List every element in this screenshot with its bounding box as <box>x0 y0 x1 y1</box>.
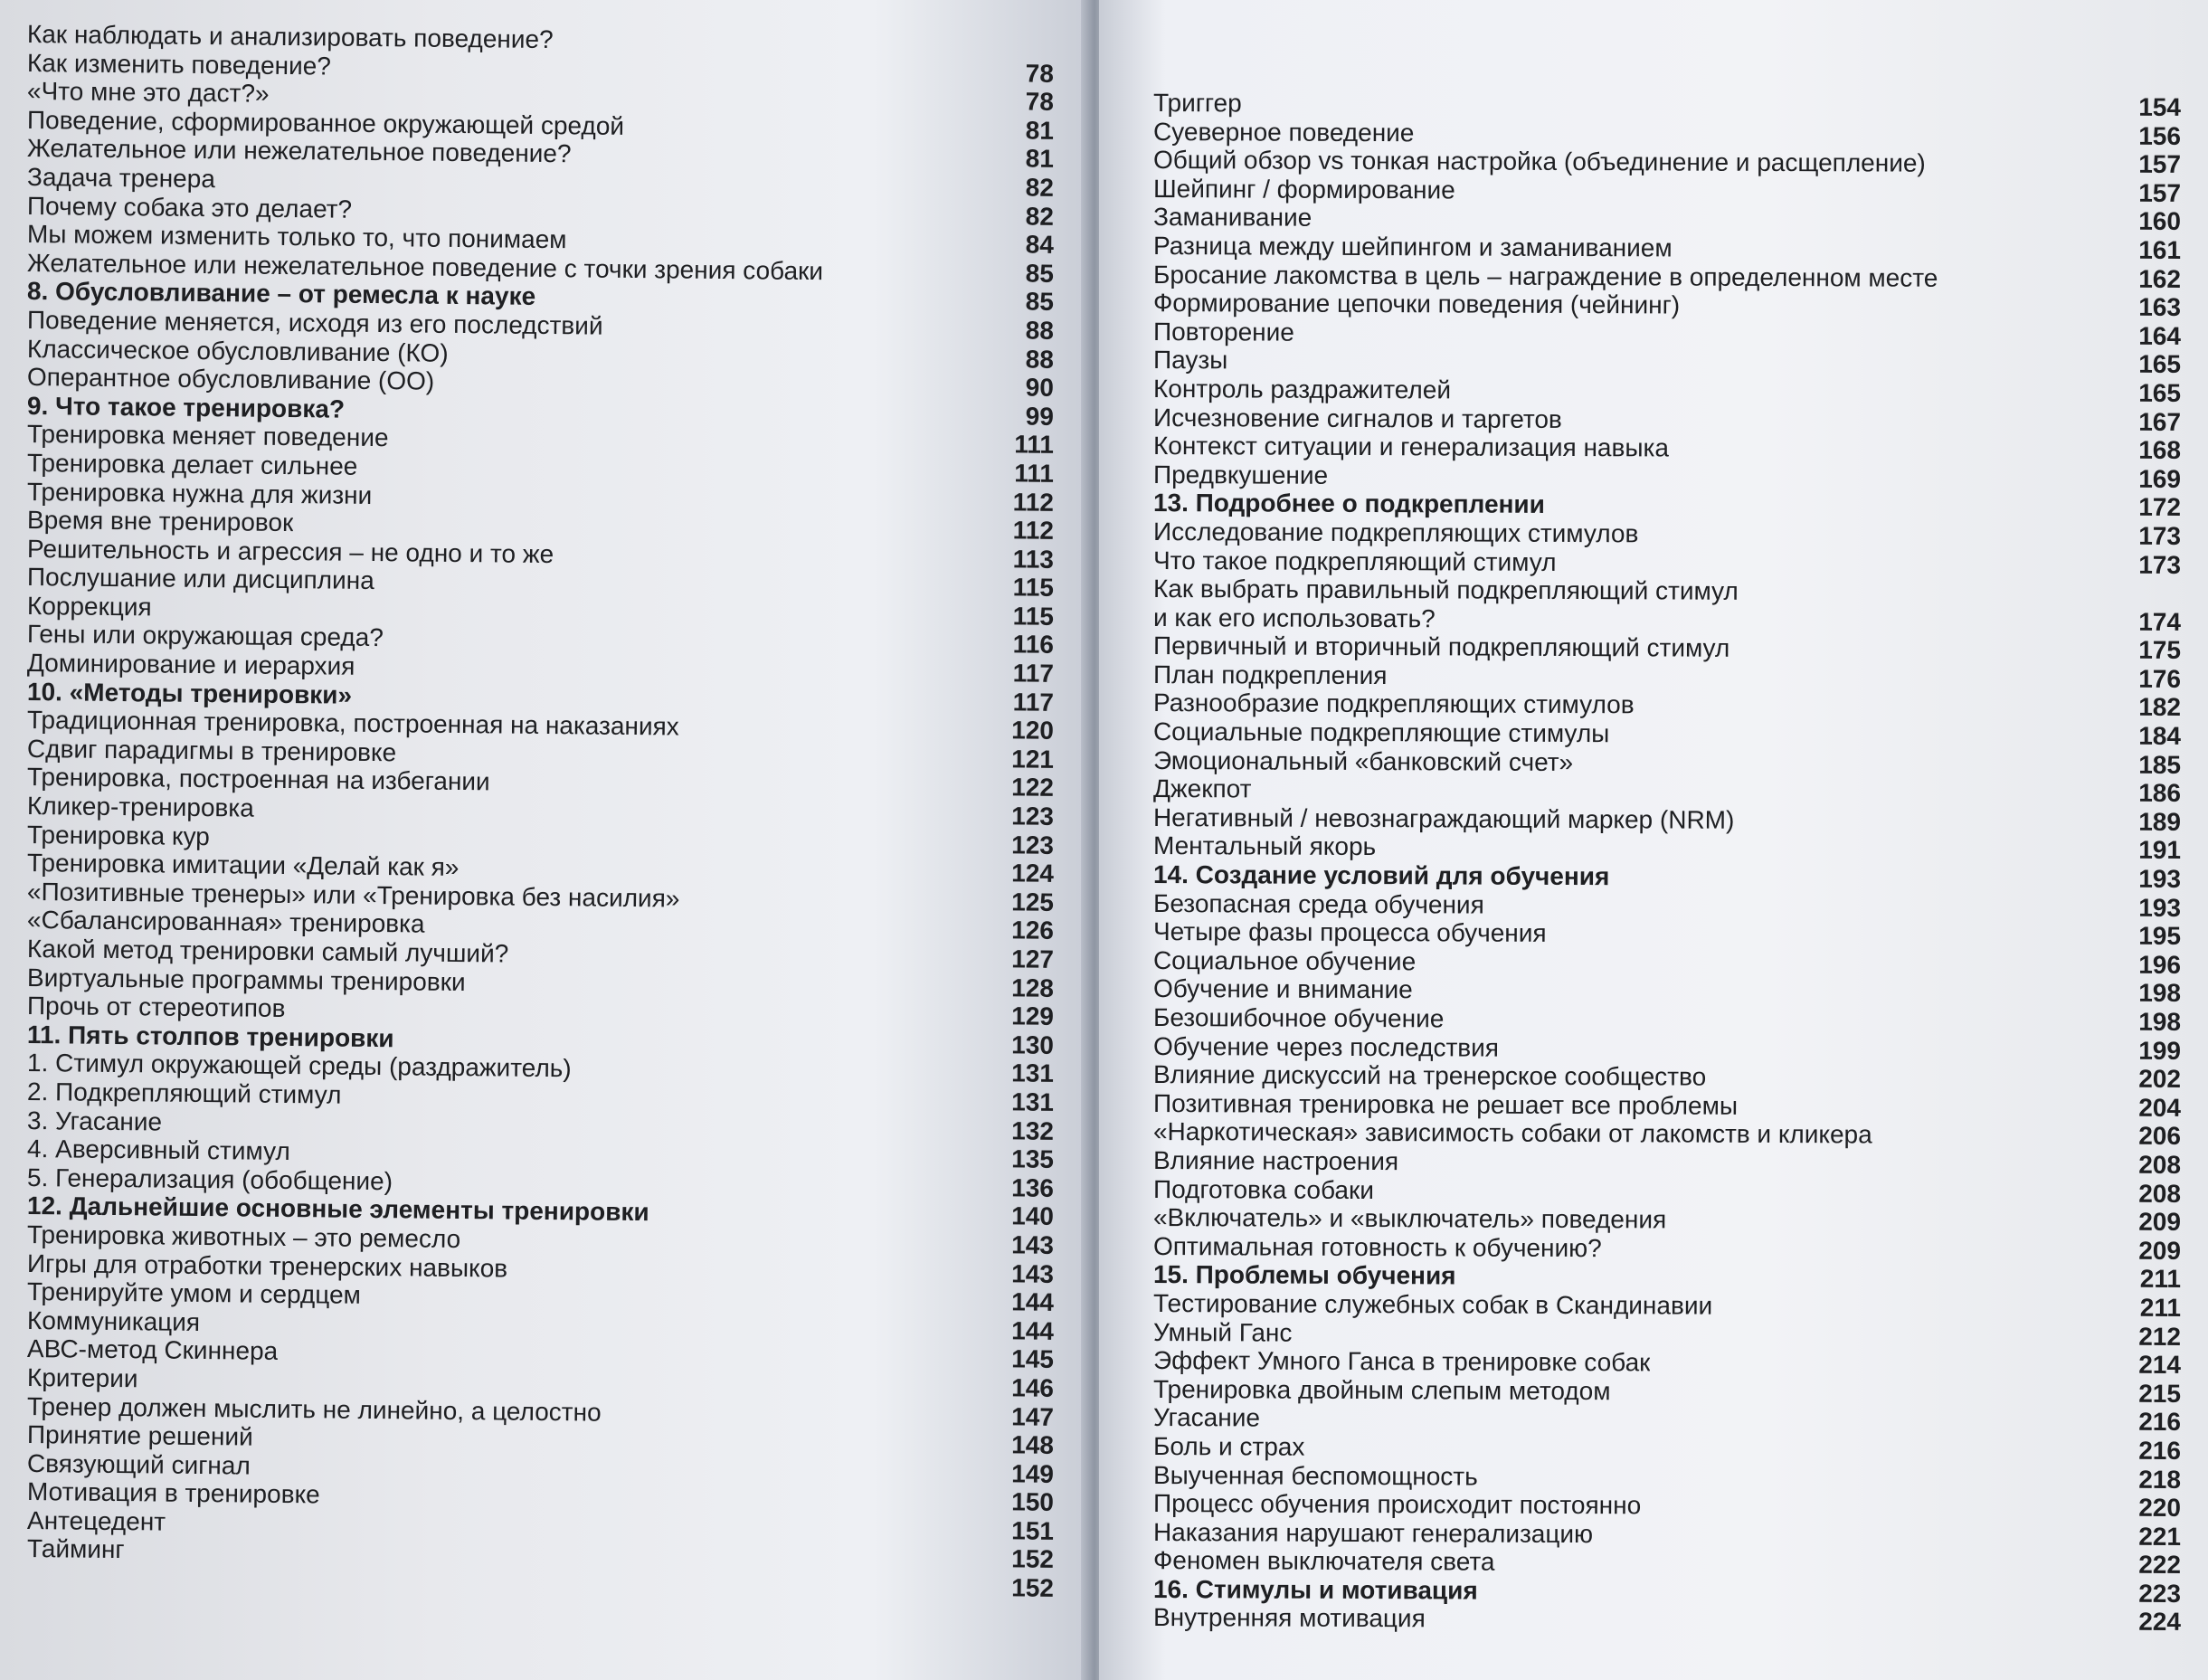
toc-entry-title: Боль и страх <box>1152 1431 1305 1461</box>
toc-page-number: 121 <box>1011 745 1055 774</box>
toc-entry-title: Бросание лакомства в цель – награждение в определенном месте <box>1152 260 1938 292</box>
toc-page-number: 198 <box>2138 1007 2182 1036</box>
toc-entry-title: Традиционная тренировка, построенная на наказаниях <box>26 706 679 741</box>
toc-entry-title: Тренировка, построенная на избегании <box>26 763 490 796</box>
toc-entry <box>1153 1432 2181 1466</box>
toc-entry-title: Гены или окружающая среда? <box>26 620 384 652</box>
toc-entry-title: Тренер должен мыслить не линейно, а целостно <box>26 1391 602 1427</box>
toc-entry-title: Обучение через последствия <box>1152 1031 1500 1062</box>
toc-entry <box>1153 261 2181 294</box>
toc-entry-title: Антецедент <box>26 1505 166 1536</box>
toc-entry <box>1153 375 2181 408</box>
toc-entry-title: Тренировка меняет поведение <box>26 420 389 452</box>
toc-entry-title: Тренировка животных – это ремесло <box>26 1220 461 1253</box>
toc-entry-title: Шейпинг / формирование <box>1152 174 1455 204</box>
toc-page-number: 195 <box>2138 921 2182 951</box>
toc-entry <box>1153 1060 2181 1094</box>
toc-page-number: 130 <box>1011 1030 1055 1059</box>
toc-entry-title: 11. Пять столпов тренировки <box>26 1020 394 1053</box>
toc-page-number: 199 <box>2138 1036 2182 1065</box>
toc-entry <box>1153 917 2181 951</box>
toc-page-number: 145 <box>1011 1344 1055 1374</box>
toc-page-number: 144 <box>1011 1287 1055 1317</box>
toc-page-number: 115 <box>1012 602 1055 631</box>
toc-entry-title: Коррекция <box>26 591 152 622</box>
toc-entry-title: Контекст ситуации и генерализация навыка <box>1152 432 1670 462</box>
toc-page-number: 186 <box>2138 779 2182 808</box>
toc-entry-title: 5. Генерализация (обобщение) <box>26 1163 393 1195</box>
toc-entry-title: Что такое подкрепляющий стимул <box>1152 546 1557 576</box>
toc-entry-title: Влияние дискуссий на тренерское сообщество <box>1152 1060 1707 1091</box>
toc-entry-title: Игры для отработки тренерских навыков <box>26 1248 508 1283</box>
toc-page-number: 131 <box>1011 1058 1055 1088</box>
toc-entry-title: 14. Создание условий для обучения <box>1152 860 1610 891</box>
toc-entry-title: Подготовка собаки <box>1152 1174 1374 1204</box>
toc-entry-title: Какой метод тренировки самый лучший? <box>26 935 509 968</box>
toc-page-number: 78 <box>1025 87 1055 117</box>
toc-page-number: 112 <box>1012 516 1055 545</box>
toc-page-number: 189 <box>2138 807 2182 836</box>
toc-entry <box>1153 889 2181 923</box>
toc-entry <box>1153 146 2181 179</box>
toc-entry-title: 13. Подробнее о подкреплении <box>1152 489 1545 519</box>
toc-page-number: 123 <box>1011 802 1055 831</box>
toc-entry-title: Процесс обучения происходит постоянно <box>1152 1489 1642 1520</box>
toc-page-number: 85 <box>1025 287 1055 317</box>
toc-entry <box>1153 517 2181 551</box>
toc-page-number: 112 <box>1012 487 1055 517</box>
toc-entry <box>1153 346 2181 379</box>
toc-page-number: 184 <box>2138 721 2182 751</box>
toc-page-number: 174 <box>2138 607 2182 636</box>
toc-entry <box>1153 688 2181 722</box>
toc-page-number: 143 <box>1011 1230 1055 1259</box>
toc-entry-title: Социальные подкрепляющие стимулы <box>1152 717 1610 748</box>
toc-entry-title: Тренировка кур <box>26 820 210 850</box>
toc-entry <box>1153 203 2181 236</box>
toc-page-number: 84 <box>1025 230 1055 260</box>
toc-page-number: 169 <box>2138 464 2182 493</box>
toc-page-number: 209 <box>2138 1236 2182 1265</box>
toc-entry <box>1153 1546 2181 1580</box>
toc-entry-title: Разница между шейпингом и заманиванием <box>1152 231 1673 262</box>
toc-entry-title: Исчезновение сигналов и таргетов <box>1152 403 1562 433</box>
toc-page-number: 111 <box>1014 430 1055 460</box>
toc-chapter-heading <box>1153 860 2181 894</box>
toc-entry <box>1153 774 2181 808</box>
toc-entry-title: Виртуальные программы тренировки <box>26 963 466 996</box>
toc-page-number: 136 <box>1011 1173 1055 1202</box>
toc-page-number: 162 <box>2138 264 2182 293</box>
toc-page-number: 223 <box>2138 1579 2182 1608</box>
toc-entry-title: 10. «Методы тренировки» <box>26 677 353 709</box>
toc-entry-title: Тренировка двойным слепым методом <box>1152 1374 1611 1405</box>
toc-page-number: 224 <box>2138 1608 2182 1637</box>
toc-page-number: 116 <box>1012 630 1055 660</box>
toc-page-number: 143 <box>1011 1258 1055 1288</box>
toc-page-number: 146 <box>1011 1373 1055 1402</box>
toc-entry-title: Обучение и внимание <box>1152 974 1413 1004</box>
toc-page-number: 206 <box>2138 1122 2182 1151</box>
toc-entry-title: Тренировка делает сильнее <box>26 448 358 480</box>
toc-entry-title: Принятие решений <box>26 1420 253 1451</box>
toc-chapter-heading <box>1153 1260 2181 1294</box>
toc-page-number: 176 <box>2138 664 2182 693</box>
toc-entry <box>1153 289 2181 322</box>
toc-entry <box>1153 1489 2181 1523</box>
toc-page-number: 173 <box>2138 550 2182 579</box>
toc-entry-title: Предвкушение <box>1152 460 1329 489</box>
toc-entry-title: Тренировка имитации «Делай как я» <box>26 849 460 882</box>
toc-entry-title: Тренируйте умом и сердцем <box>26 1277 362 1309</box>
toc-entry-title: Суеверное поведение <box>1152 117 1415 147</box>
toc-entry-title: 12. Дальнейшие основные элементы тренировки <box>26 1191 649 1227</box>
toc-entry-title: Прочь от стереотипов <box>26 992 286 1023</box>
toc-entry <box>1153 1603 2181 1637</box>
toc-entry <box>1153 232 2181 265</box>
toc-entry <box>1153 118 2181 151</box>
toc-entry-title: Решительность и агрессия – не одно и то же <box>26 534 554 568</box>
toc-page-number: 168 <box>2138 435 2182 465</box>
toc-entry-title: Задача тренера <box>26 162 216 194</box>
toc-page-number: 82 <box>1025 173 1055 202</box>
toc-page-number: 129 <box>1011 1001 1055 1031</box>
toc-page-number: 161 <box>2138 235 2182 264</box>
toc-page-number: 165 <box>2138 378 2182 407</box>
toc-entry-title: Ментальный якорь <box>1152 831 1377 861</box>
toc-entry-title: Формирование цепочки поведения (чейнинг) <box>1152 289 1681 319</box>
toc-entry-title: Оптимальная готовность к обучению? <box>1152 1231 1602 1262</box>
toc-entry-title: Общий обзор vs тонкая настройка (объединение и расщепление) <box>1152 146 1926 177</box>
toc-entry-title: 4. Аверсивный стимул <box>26 1134 290 1166</box>
toc-entry-title: Триггер <box>1152 89 1242 118</box>
toc-entry-title: Выученная беспомощность <box>1152 1460 1478 1491</box>
toc-entry-title: Эффект Умного Ганса в тренировке собак <box>1152 1346 1651 1377</box>
toc-entry <box>1153 89 2181 122</box>
toc-entry <box>1153 974 2181 1008</box>
toc-page-number: 215 <box>2138 1379 2182 1408</box>
toc-entry <box>1153 717 2181 751</box>
toc-page-number: 220 <box>2138 1493 2182 1523</box>
toc-page-number: 88 <box>1025 316 1055 345</box>
toc-page-number: 140 <box>1011 1201 1055 1231</box>
toc-page-number: 163 <box>2138 292 2182 322</box>
toc-page-number <box>981 52 1054 53</box>
toc-page-number: 196 <box>2138 950 2182 979</box>
toc-entry-title: 2. Подкрепляющий стимул <box>26 1077 342 1109</box>
toc-page-number: 82 <box>1025 202 1055 231</box>
toc-page-number: 149 <box>1011 1459 1055 1488</box>
toc-entry-title: Доминирование и иерархия <box>26 649 355 680</box>
toc-page-number: 85 <box>1025 259 1055 288</box>
toc-entry-title: Социальное обучение <box>1152 945 1417 976</box>
toc-entry-title: Тайминг <box>26 1534 125 1564</box>
toc-page-number: 167 <box>2138 407 2182 436</box>
toc-entry-title: Как выбрать правильный подкрепляющий стимул <box>1152 574 1739 605</box>
toc-entry-title: Эмоциональный «банковский счет» <box>1152 745 1574 776</box>
toc-entry <box>1153 1289 2181 1323</box>
toc-entry <box>1153 746 2181 780</box>
toc-entry-title: Повторение <box>1152 317 1294 346</box>
toc-page-number: 218 <box>2138 1465 2182 1494</box>
toc-entry-title: Первичный и вторичный подкрепляющий стимул <box>1152 631 1730 663</box>
toc-entry-title: «Включатель» и «выключатель» поведения <box>1152 1203 1667 1234</box>
toc-entry-title: Заманивание <box>1152 203 1312 233</box>
toc-entry-title: «Что мне это даст?» <box>26 77 270 108</box>
toc-entry-title: 1. Стимул окружающей среды (раздражитель) <box>26 1049 572 1083</box>
toc-page-number: 198 <box>2138 979 2182 1008</box>
toc-entry-title: Время вне тренировок <box>26 506 294 537</box>
toc-entry <box>1153 631 2181 665</box>
toc-page-number: 115 <box>1012 573 1055 603</box>
toc-chapter-heading <box>1153 489 2181 522</box>
toc-entry-title: 16. Стимулы и мотивация <box>1152 1574 1478 1605</box>
toc-entry <box>1153 1403 2181 1437</box>
toc-page-number: 117 <box>1012 659 1055 688</box>
toc-page-number: 150 <box>1011 1487 1055 1517</box>
toc-entry-title: Исследование подкрепляющих стимулов <box>1152 517 1639 548</box>
toc-page-number: 113 <box>1012 545 1055 574</box>
toc-entry <box>1153 1203 2181 1237</box>
right-page <box>1099 0 2208 1680</box>
toc-page-number: 191 <box>2138 836 2182 865</box>
toc-entry-title: Желательное или нежелательное поведение с точки зрения собаки <box>26 248 824 285</box>
toc-page-number: 175 <box>2138 636 2182 665</box>
toc-page-number: 165 <box>2138 350 2182 379</box>
toc-entry-title: «Наркотическая» зависимость собаки от лакомств и кликера <box>1152 1117 1872 1149</box>
toc-page-number: 124 <box>1011 859 1055 888</box>
toc-entry-title: Контроль раздражителей <box>1152 374 1452 404</box>
toc-entry-title: Разнообразие подкрепляющих стимулов <box>1152 688 1635 719</box>
toc-page-number: 123 <box>1011 831 1055 859</box>
toc-entry-title: Феномен выключателя света <box>1152 1546 1495 1576</box>
toc-page-number: 128 <box>1011 973 1055 1002</box>
toc-page-number: 81 <box>1025 116 1055 145</box>
toc-entry <box>1153 432 2181 465</box>
toc-entry-title: Внутренняя мотивация <box>1152 1603 1426 1633</box>
toc-entry-title: и как его использовать? <box>1152 603 1436 633</box>
toc-page-number: 131 <box>1011 1087 1055 1116</box>
toc-entry <box>1153 403 2181 437</box>
toc-entry-title: Паузы <box>1152 346 1228 375</box>
toc-page-number: 144 <box>1011 1316 1055 1345</box>
toc-entry <box>1153 831 2181 865</box>
toc-entry-title: Безошибочное обучение <box>1152 1003 1445 1033</box>
toc-entry-title: Мы можем изменить только то, что понимаем <box>26 220 567 254</box>
toc-page-number: 182 <box>2138 693 2182 722</box>
toc-entry-title: Четыре фазы процесса обучения <box>1152 917 1547 948</box>
toc-entry-title: Критерии <box>26 1362 138 1393</box>
toc-page-number: 122 <box>1011 773 1055 802</box>
toc-entry-title: План подкрепления <box>1152 660 1388 690</box>
toc-page-number: 148 <box>1011 1430 1055 1459</box>
toc-entry-title: Мотивация в тренировке <box>26 1477 320 1509</box>
toc-page-number: 214 <box>2138 1350 2182 1380</box>
toc-page-number: 156 <box>2138 121 2182 150</box>
toc-page-number: 135 <box>1011 1144 1055 1174</box>
toc-page-number: 88 <box>1025 345 1055 374</box>
left-page <box>0 0 1090 1680</box>
toc-page-number: 152 <box>1011 1573 1055 1602</box>
toc-page-number: 154 <box>2138 92 2182 121</box>
toc-page-number: 152 <box>1011 1544 1055 1574</box>
toc-list-right <box>1152 89 2182 1637</box>
toc-page-number: 193 <box>2138 893 2182 922</box>
toc-page-number: 78 <box>1025 59 1055 88</box>
toc-page-number: 117 <box>1012 688 1055 717</box>
toc-entry-title: Влияние настроения <box>1152 1145 1399 1176</box>
toc-entry-title: «Позитивные тренеры» или «Тренировка без насилия» <box>26 877 680 913</box>
toc-page-number: 81 <box>1025 144 1055 174</box>
toc-entry-title: Послушание или дисциплина <box>26 563 374 595</box>
toc-entry-title: 8. Обусловливание – от ремесла к науке <box>26 277 536 311</box>
toc-page-number: 125 <box>1011 887 1055 916</box>
toc-page-number: 147 <box>1011 1401 1055 1431</box>
toc-entry-title: Связующий сигнал <box>26 1448 251 1480</box>
toc-entry <box>1153 574 2181 608</box>
toc-entry-title: Желательное или нежелательное поведение? <box>26 134 572 168</box>
toc-entry-title: Коммуникация <box>26 1305 201 1336</box>
toc-entry-title: АВС-метод Скиннера <box>26 1334 279 1366</box>
toc-page-number: 202 <box>2138 1064 2182 1094</box>
toc-entry-title: Кликер-тренировка <box>26 792 255 822</box>
toc-page-number: 172 <box>2138 493 2182 522</box>
toc-page-number: 126 <box>1011 916 1055 945</box>
toc-entry <box>1153 1003 2181 1037</box>
toc-entry <box>1153 1117 2181 1151</box>
toc-page-number: 173 <box>2138 521 2182 550</box>
toc-entry <box>1153 1146 2181 1180</box>
toc-entry <box>1153 1318 2181 1352</box>
toc-page-number: 216 <box>2138 1436 2182 1465</box>
toc-entry <box>1153 546 2181 580</box>
toc-entry-title: Джекпот <box>1152 774 1252 803</box>
toc-page-number: 185 <box>2138 750 2182 779</box>
toc-page-number: 90 <box>1025 373 1055 403</box>
toc-entry-title: 9. Что такое тренировка? <box>26 391 346 423</box>
toc-page-number: 211 <box>2139 1265 2182 1294</box>
toc-entry-title: Угасание <box>1152 1403 1261 1432</box>
toc-entry-title: Сдвиг парадигмы в тренировке <box>26 734 397 767</box>
toc-entry-title: Безопасная среда обучения <box>1152 888 1484 919</box>
toc-page-number: 132 <box>1011 1115 1055 1145</box>
toc-page-number: 221 <box>2138 1522 2182 1551</box>
toc-page-number: 164 <box>2138 321 2182 350</box>
toc-page-number: 111 <box>1014 459 1055 488</box>
toc-page-number: 127 <box>1011 944 1055 973</box>
toc-entry-title: Почему собака это делает? <box>26 191 353 223</box>
toc-page-number: 222 <box>2138 1551 2182 1580</box>
toc-page-number: 99 <box>1025 402 1055 431</box>
toc-page-number: 193 <box>2138 864 2182 893</box>
toc-page-number: 204 <box>2138 1093 2182 1122</box>
toc-entry <box>1153 1461 2181 1495</box>
toc-entry-title: Тестирование служебных собак в Скандинавии <box>1152 1288 1713 1320</box>
toc-page-number: 208 <box>2138 1150 2182 1179</box>
toc-page-number: 157 <box>2138 178 2182 207</box>
toc-entry-title: 3. Угасание <box>26 1106 163 1136</box>
toc-entry-title: «Сбалансированная» тренировка <box>26 906 425 939</box>
toc-page-number: 208 <box>2138 1179 2182 1208</box>
toc-entry-title: Наказания нарушают генерализацию <box>1152 1517 1594 1548</box>
toc-entry-title: Позитивная тренировка не решает все проблемы <box>1152 1088 1739 1120</box>
toc-entry-title: Поведение, сформированное окружающей средой <box>26 105 625 140</box>
toc-entry-title: Поведение меняется, исходя из его последствий <box>26 305 603 340</box>
toc-entry <box>1153 1346 2181 1380</box>
toc-entry-title: 15. Проблемы обучения <box>1152 1260 1456 1290</box>
toc-entry-title: Как наблюдать и анализировать поведение? <box>26 20 554 54</box>
toc-entry-title: Оперантное обусловливание (ОО) <box>26 363 435 395</box>
toc-page-number: 120 <box>1011 716 1055 745</box>
toc-page-number: 160 <box>2138 207 2182 236</box>
toc-page-number: 157 <box>2138 149 2182 179</box>
toc-list-left <box>26 20 1055 1602</box>
toc-page-number: 212 <box>2138 1322 2182 1351</box>
toc-entry-title: Как изменить поведение? <box>26 48 332 81</box>
toc-entry <box>1153 1032 2181 1066</box>
toc-page-number: 211 <box>2139 1293 2182 1322</box>
toc-entry-title: Тренировка нужна для жизни <box>26 477 373 509</box>
toc-entry-title: Негативный / невознаграждающий маркер (NRM) <box>1152 802 1735 834</box>
toc-page-number: 209 <box>2138 1207 2182 1237</box>
toc-page-number: 216 <box>2138 1408 2182 1437</box>
toc-entry-title: Классическое обусловливание (КО) <box>26 334 449 367</box>
toc-entry-title: Умный Ганс <box>1152 1317 1293 1347</box>
toc-entry <box>1153 1175 2181 1209</box>
toc-page-number: 151 <box>1011 1516 1055 1545</box>
